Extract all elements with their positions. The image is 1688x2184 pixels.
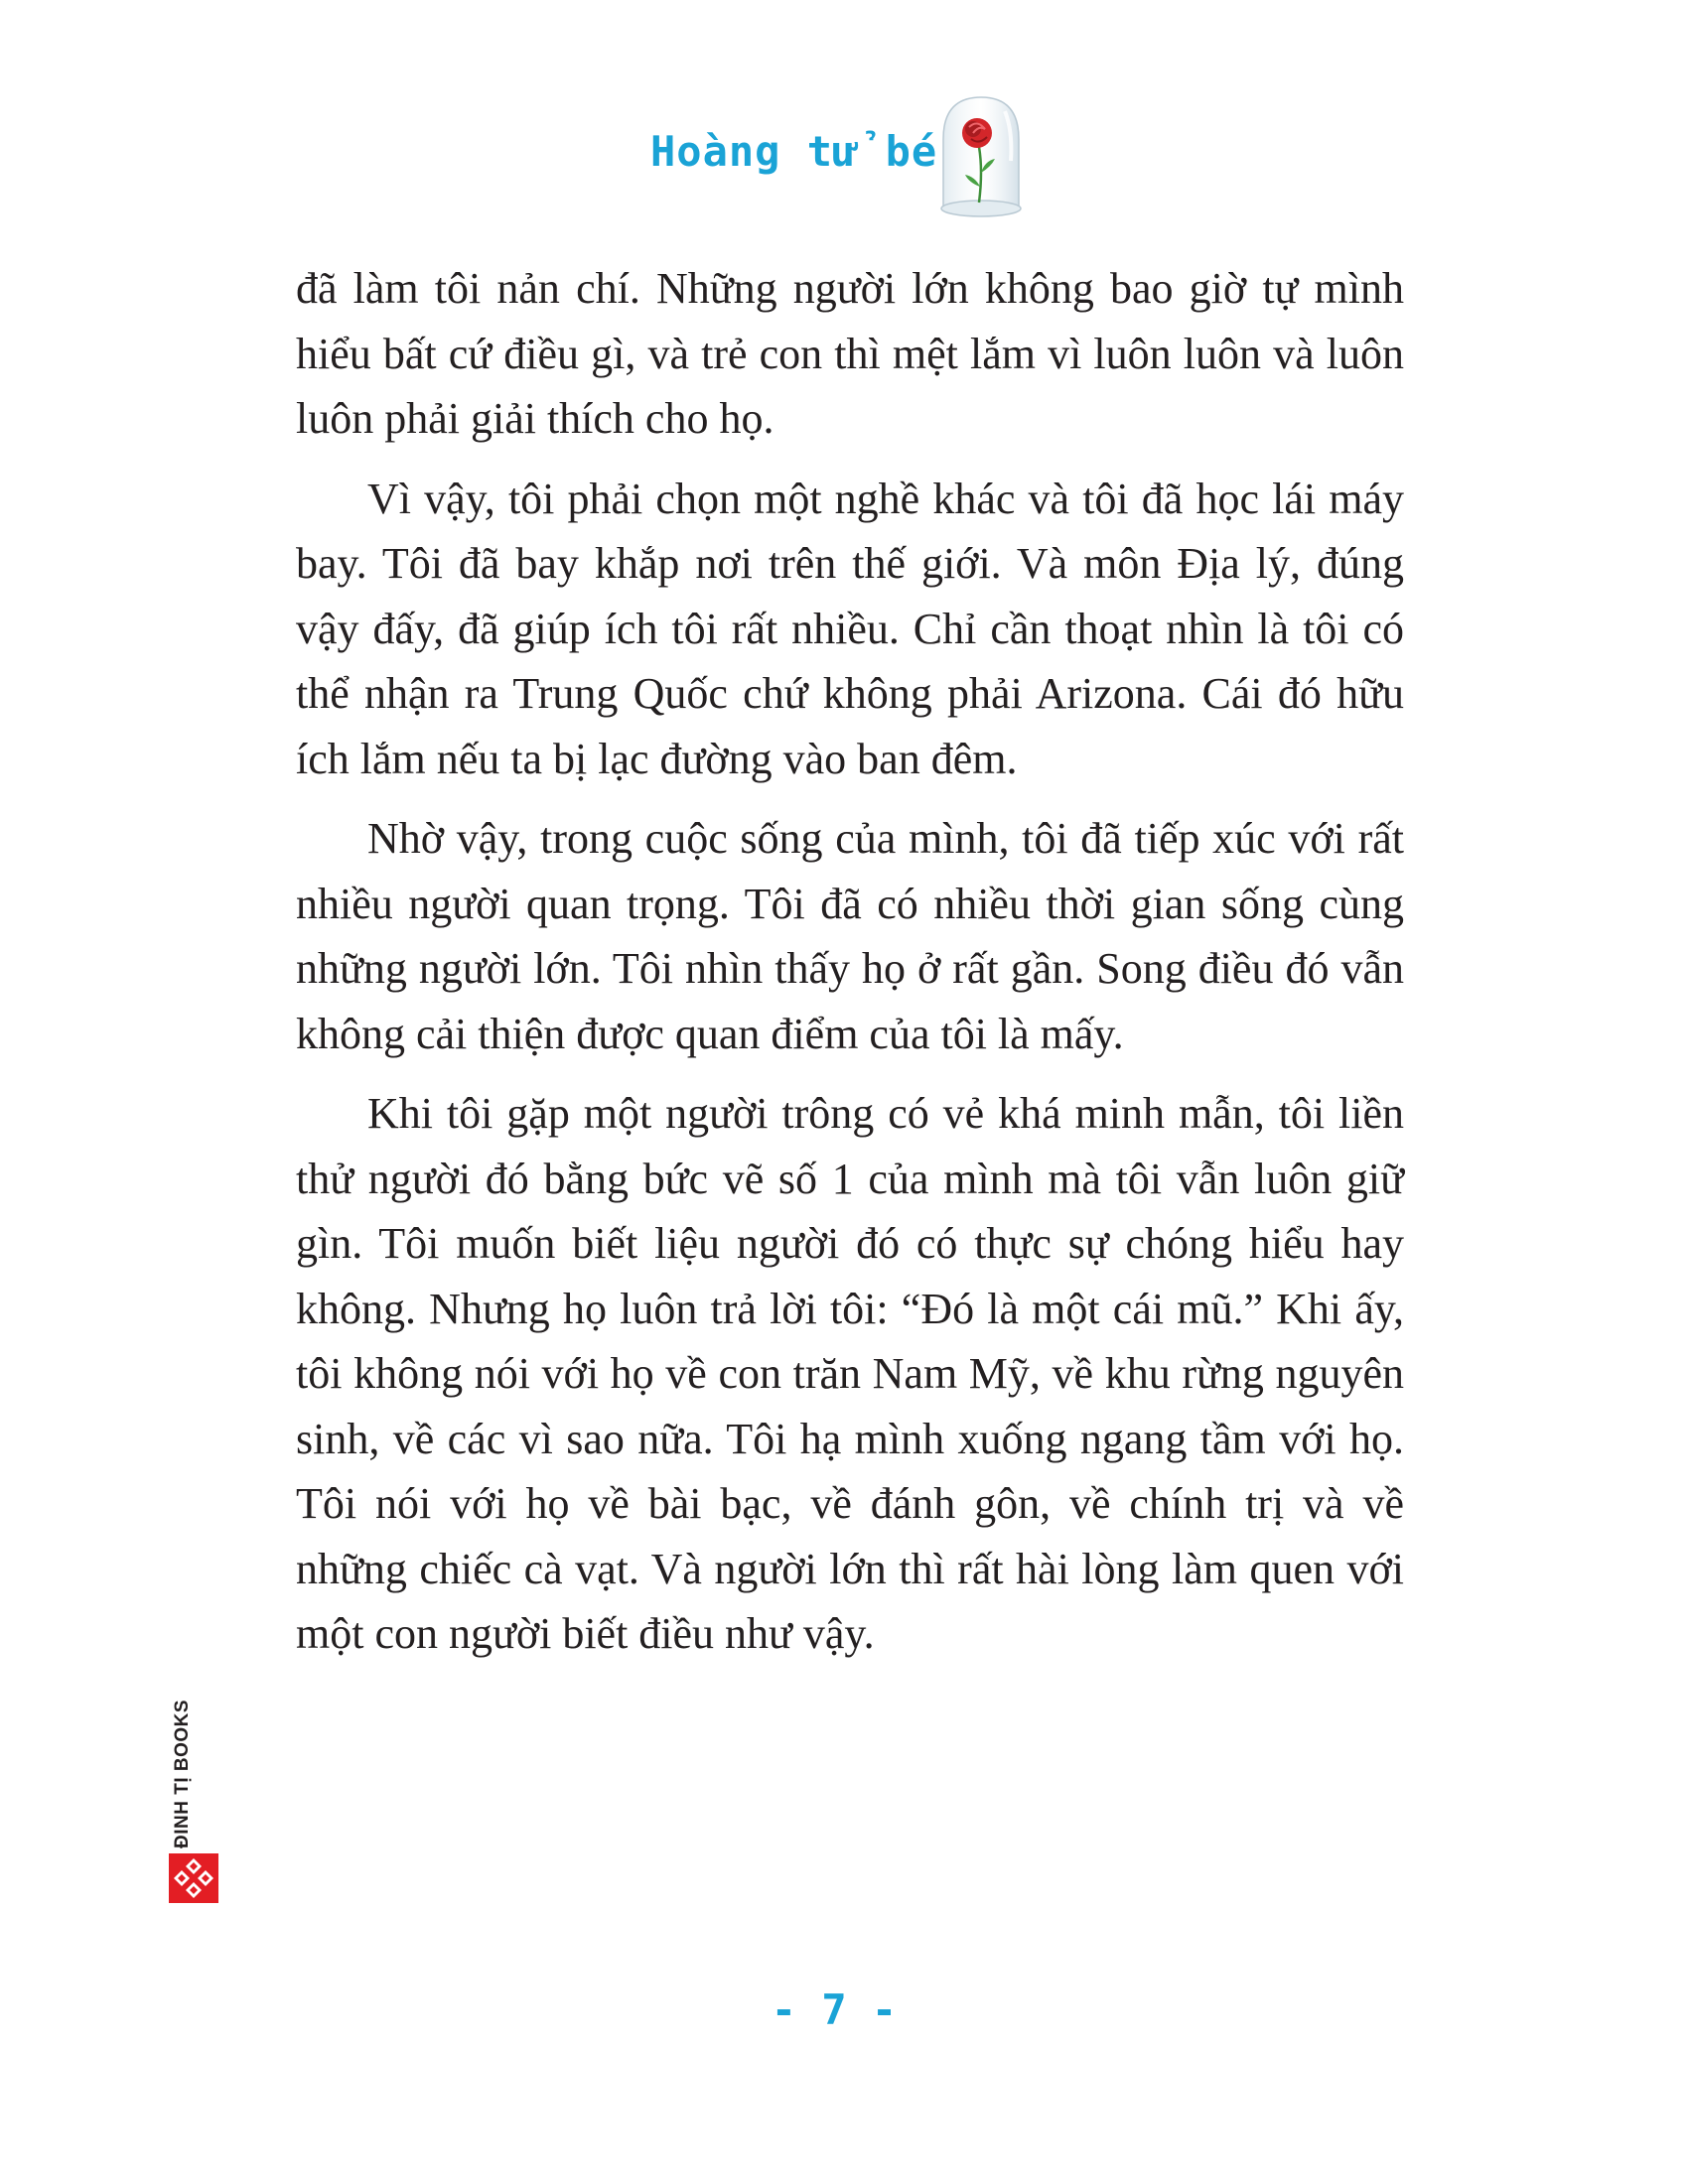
dinh-ti-diamond-logo-icon [169,1853,218,1903]
paragraph-2: Vì vậy, tôi phải chọn một nghề khác và tôi đã học lái máy bay. Tôi đã bay khắp nơi trên thế giới. Và môn Địa lý, đúng vậy đấy, đã giúp ích tôi rất nhiều. Chỉ cần thoạt nhìn là tôi có thể nhận ra Trung Quốc chứ không phải Arizona. Cái đó hữu ích lắm nếu ta bị lạc đường vào ban đêm. [296,474,1404,783]
publisher-mark [169,1700,224,1908]
publisher-name: ĐINH TỊ BOOKS [172,1699,193,1848]
paragraph-3: Nhờ vậy, trong cuộc sống của mình, tôi đã tiếp xúc với rất nhiều người quan trọng. Tôi đã có nhiều thời gian sống cùng những người lớn. Tôi nhìn thấy họ ở rất gần. Song điều đó vẫn không cải thiện được quan điểm của tôi là mấy. [296,814,1404,1058]
running-title: Hoàng tử bé [650,127,938,176]
paragraph-4: Khi tôi gặp một người trông có vẻ khá minh mẫn, tôi liền thử người đó bằng bức vẽ số 1 của mình mà tôi vẫn luôn giữ gìn. Tôi muốn biết liệu người đó có thực sự chóng hiểu hay không. Nhưng họ luôn trả lời tôi: “Đó là một cái mũ.” Khi ấy, tôi không nói với họ về con trăn Nam Mỹ, về khu rừng nguyên sinh, về các vì sao nữa. Tôi hạ mình xuống ngang tầm với họ. Tôi nói với họ về bài bạc, về đánh gôn, về chính trị và về những chiếc cà vạt. Và người lớn thì rất hài lòng làm quen với một con người biết điều như vậy. [296,1089,1404,1658]
paragraph-1: đã làm tôi nản chí. Những người lớn không bao giờ tự mình hiểu bất cứ điều gì, và trẻ con thì mệt lắm vì luôn luôn và luôn luôn phải giải thích cho họ. [296,264,1404,443]
body-text [296,256,1404,1682]
page-number: - 7 - [771,1985,898,2034]
rose-under-glass-dome-icon [935,91,1027,220]
